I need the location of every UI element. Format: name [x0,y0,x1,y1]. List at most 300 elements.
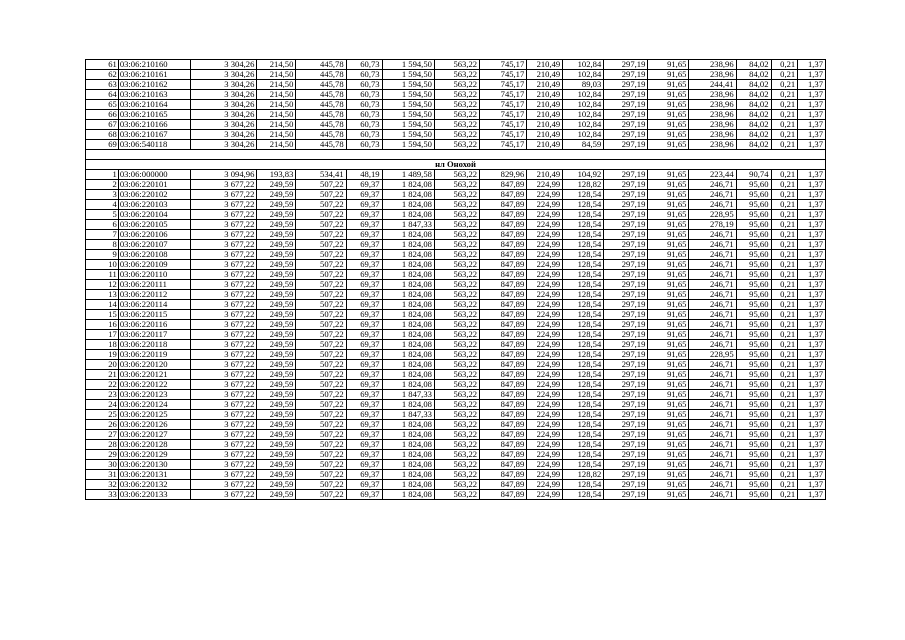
value-cell: 297,19 [604,289,648,299]
value-cell: 246,71 [689,319,736,329]
cadastral-code-cell: 03:06:220127 [118,429,190,439]
value-cell: 69,37 [346,199,382,209]
row-number-cell: 28 [86,439,119,449]
value-cell: 563,22 [434,279,479,289]
table-row [86,199,826,209]
value-cell: 847,89 [480,199,527,209]
value-cell: 102,84 [563,110,604,120]
value-cell: 69,37 [346,379,382,389]
value-cell: 95,60 [736,179,771,189]
value-cell: 91,65 [648,339,689,349]
value-cell: 0,21 [771,140,798,150]
value-cell: 91,65 [648,189,689,199]
section-title: нл Онохой [86,159,826,169]
value-cell: 1,37 [798,419,826,429]
value-cell: 1 824,08 [382,349,434,359]
value-cell: 1,37 [798,399,826,409]
value-cell: 1 594,50 [382,130,434,140]
value-cell: 507,22 [296,319,346,329]
value-cell: 128,54 [563,409,604,419]
value-cell: 246,71 [689,249,736,259]
value-cell: 84,02 [736,80,771,90]
value-cell: 224,99 [527,429,563,439]
cadastral-code-cell: 03:06:210166 [118,120,190,130]
value-cell: 102,84 [563,90,604,100]
value-cell: 238,96 [689,70,736,80]
value-cell: 224,99 [527,269,563,279]
value-cell: 214,50 [257,120,296,130]
value-cell: 69,37 [346,309,382,319]
value-cell: 246,71 [689,369,736,379]
value-cell: 249,59 [257,349,296,359]
value-cell: 249,59 [257,439,296,449]
table-row [86,169,826,179]
value-cell: 210,49 [527,130,563,140]
value-cell: 249,59 [257,189,296,199]
value-cell: 0,21 [771,130,798,140]
table-row [86,409,826,419]
value-cell: 297,19 [604,349,648,359]
table-body-bottom [86,169,826,499]
value-cell: 563,22 [434,369,479,379]
row-number-cell: 12 [86,279,119,289]
value-cell: 297,19 [604,179,648,189]
value-cell: 60,73 [346,80,382,90]
value-cell: 69,37 [346,189,382,199]
value-cell: 1,37 [798,349,826,359]
value-cell: 1 824,08 [382,459,434,469]
value-cell: 91,65 [648,359,689,369]
value-cell: 1 824,08 [382,469,434,479]
cadastral-code-cell: 03:06:540118 [118,140,190,150]
value-cell: 847,89 [480,469,527,479]
row-number-cell: 22 [86,379,119,389]
value-cell: 95,60 [736,409,771,419]
value-cell: 297,19 [604,100,648,110]
value-cell: 507,22 [296,189,346,199]
row-number-cell: 65 [86,100,119,110]
value-cell: 847,89 [480,219,527,229]
row-number-cell: 1 [86,169,119,179]
value-cell: 244,41 [689,80,736,90]
value-cell: 745,17 [480,110,527,120]
value-cell: 847,89 [480,179,527,189]
value-cell: 69,37 [346,179,382,189]
value-cell: 214,50 [257,60,296,70]
value-cell: 1,37 [798,229,826,239]
table-row [86,449,826,459]
value-cell: 563,22 [434,349,479,359]
value-cell: 745,17 [480,100,527,110]
value-cell: 102,84 [563,60,604,70]
cadastral-code-cell: 03:06:210167 [118,130,190,140]
value-cell: 91,65 [648,329,689,339]
value-cell: 0,21 [771,299,798,309]
row-number-cell: 5 [86,209,119,219]
value-cell: 0,21 [771,449,798,459]
value-cell: 224,99 [527,419,563,429]
value-cell: 224,99 [527,359,563,369]
value-cell: 0,21 [771,439,798,449]
value-cell: 1 824,08 [382,479,434,489]
value-cell: 507,22 [296,389,346,399]
value-cell: 563,22 [434,409,479,419]
row-number-cell: 27 [86,429,119,439]
value-cell: 297,19 [604,229,648,239]
value-cell: 238,96 [689,60,736,70]
value-cell: 128,54 [563,259,604,269]
value-cell: 128,54 [563,239,604,249]
value-cell: 91,65 [648,459,689,469]
value-cell: 210,49 [527,110,563,120]
value-cell: 1,37 [798,339,826,349]
row-number-cell: 24 [86,399,119,409]
value-cell: 563,22 [434,299,479,309]
value-cell: 1 824,08 [382,299,434,309]
value-cell: 246,71 [689,389,736,399]
value-cell: 0,21 [771,339,798,349]
value-cell: 847,89 [480,319,527,329]
table-row [86,389,826,399]
row-number-cell: 10 [86,259,119,269]
row-number-cell: 4 [86,199,119,209]
value-cell: 563,22 [434,389,479,399]
value-cell: 249,59 [257,319,296,329]
value-cell: 91,65 [648,209,689,219]
value-cell: 1 824,08 [382,369,434,379]
value-cell: 91,65 [648,110,689,120]
value-cell: 3 304,26 [190,60,257,70]
table-row [86,179,826,189]
value-cell: 507,22 [296,249,346,259]
value-cell: 128,54 [563,269,604,279]
value-cell: 847,89 [480,379,527,389]
value-cell: 563,22 [434,329,479,339]
value-cell: 246,71 [689,439,736,449]
table-row [86,429,826,439]
value-cell: 224,99 [527,249,563,259]
cadastral-code-cell: 03:06:220107 [118,239,190,249]
value-cell: 224,99 [527,349,563,359]
value-cell: 224,99 [527,319,563,329]
cadastral-code-cell: 03:06:220130 [118,459,190,469]
value-cell: 249,59 [257,249,296,259]
value-cell: 0,21 [771,249,798,259]
cadastral-code-cell: 03:06:220121 [118,369,190,379]
section-row [86,159,826,169]
value-cell: 246,71 [689,409,736,419]
value-cell: 48,19 [346,169,382,179]
value-cell: 95,60 [736,419,771,429]
value-cell: 3 677,22 [190,459,257,469]
value-cell: 3 677,22 [190,279,257,289]
value-cell: 0,21 [771,379,798,389]
value-cell: 507,22 [296,329,346,339]
value-cell: 91,65 [648,469,689,479]
value-cell: 224,99 [527,459,563,469]
value-cell: 563,22 [434,80,479,90]
value-cell: 249,59 [257,299,296,309]
value-cell: 95,60 [736,199,771,209]
value-cell: 224,99 [527,199,563,209]
value-cell: 60,73 [346,90,382,100]
value-cell: 445,78 [296,70,346,80]
value-cell: 847,89 [480,359,527,369]
value-cell: 210,49 [527,60,563,70]
value-cell: 563,22 [434,269,479,279]
value-cell: 297,19 [604,429,648,439]
value-cell: 563,22 [434,110,479,120]
value-cell: 95,60 [736,429,771,439]
value-cell: 1 824,08 [382,189,434,199]
value-cell: 95,60 [736,389,771,399]
value-cell: 297,19 [604,259,648,269]
row-number-cell: 62 [86,70,119,80]
value-cell: 95,60 [736,259,771,269]
table-row [86,269,826,279]
value-cell: 69,37 [346,249,382,259]
value-cell: 1 824,08 [382,379,434,389]
cadastral-code-cell: 03:06:220115 [118,309,190,319]
value-cell: 847,89 [480,459,527,469]
value-cell: 3 304,26 [190,100,257,110]
value-cell: 0,21 [771,329,798,339]
value-cell: 60,73 [346,140,382,150]
cadastral-code-cell: 03:06:220116 [118,319,190,329]
value-cell: 445,78 [296,110,346,120]
value-cell: 0,21 [771,80,798,90]
value-cell: 507,22 [296,459,346,469]
table-row [86,140,826,150]
value-cell: 246,71 [689,179,736,189]
value-cell: 69,37 [346,429,382,439]
value-cell: 0,21 [771,469,798,479]
value-cell: 829,96 [480,169,527,179]
value-cell: 1 824,08 [382,329,434,339]
value-cell: 249,59 [257,269,296,279]
value-cell: 95,60 [736,399,771,409]
value-cell: 847,89 [480,279,527,289]
value-cell: 3 677,22 [190,269,257,279]
value-cell: 297,19 [604,209,648,219]
value-cell: 1 824,08 [382,209,434,219]
value-cell: 1 824,08 [382,449,434,459]
value-cell: 0,21 [771,219,798,229]
value-cell: 95,60 [736,489,771,499]
value-cell: 1 847,33 [382,409,434,419]
table-row [86,439,826,449]
value-cell: 1 594,50 [382,120,434,130]
cadastral-code-cell: 03:06:220125 [118,409,190,419]
value-cell: 104,92 [563,169,604,179]
value-cell: 224,99 [527,179,563,189]
value-cell: 95,60 [736,299,771,309]
value-cell: 1 824,08 [382,429,434,439]
value-cell: 90,74 [736,169,771,179]
value-cell: 847,89 [480,289,527,299]
value-cell: 91,65 [648,319,689,329]
value-cell: 249,59 [257,359,296,369]
value-cell: 1 824,08 [382,229,434,239]
row-number-cell: 3 [86,189,119,199]
cadastral-code-cell: 03:06:220112 [118,289,190,299]
value-cell: 847,89 [480,229,527,239]
value-cell: 60,73 [346,110,382,120]
value-cell: 745,17 [480,120,527,130]
table-row [86,339,826,349]
value-cell: 95,60 [736,439,771,449]
value-cell: 95,60 [736,339,771,349]
value-cell: 745,17 [480,70,527,80]
value-cell: 84,02 [736,90,771,100]
value-cell: 745,17 [480,140,527,150]
value-cell: 297,19 [604,339,648,349]
row-number-cell: 25 [86,409,119,419]
value-cell: 1,37 [798,389,826,399]
value-cell: 1,37 [798,359,826,369]
value-cell: 249,59 [257,399,296,409]
value-cell: 224,99 [527,389,563,399]
value-cell: 69,37 [346,449,382,459]
value-cell: 69,37 [346,389,382,399]
value-cell: 69,37 [346,259,382,269]
value-cell: 507,22 [296,449,346,459]
value-cell: 249,59 [257,429,296,439]
value-cell: 847,89 [480,439,527,449]
value-cell: 0,21 [771,309,798,319]
value-cell: 0,21 [771,479,798,489]
value-cell: 91,65 [648,239,689,249]
value-cell: 445,78 [296,90,346,100]
value-cell: 563,22 [434,449,479,459]
value-cell: 224,99 [527,439,563,449]
value-cell: 1,37 [798,379,826,389]
value-cell: 128,54 [563,399,604,409]
cadastral-code-cell: 03:06:220133 [118,489,190,499]
table-row [86,489,826,499]
value-cell: 563,22 [434,419,479,429]
value-cell: 91,65 [648,309,689,319]
value-cell: 91,65 [648,449,689,459]
value-cell: 1,37 [798,219,826,229]
value-cell: 507,22 [296,479,346,489]
value-cell: 3 304,26 [190,140,257,150]
value-cell: 1,37 [798,90,826,100]
value-cell: 445,78 [296,130,346,140]
table-row [86,479,826,489]
value-cell: 1,37 [798,269,826,279]
value-cell: 847,89 [480,329,527,339]
value-cell: 91,65 [648,299,689,309]
value-cell: 224,99 [527,339,563,349]
value-cell: 1,37 [798,120,826,130]
value-cell: 3 677,22 [190,229,257,239]
value-cell: 228,95 [689,349,736,359]
value-cell: 69,37 [346,359,382,369]
value-cell: 246,71 [689,449,736,459]
table-row [86,309,826,319]
row-number-cell: 67 [86,120,119,130]
value-cell: 507,22 [296,379,346,389]
row-number-cell: 14 [86,299,119,309]
value-cell: 507,22 [296,409,346,419]
value-cell: 745,17 [480,90,527,100]
value-cell: 0,21 [771,289,798,299]
cadastral-code-cell: 03:06:220120 [118,359,190,369]
value-cell: 246,71 [689,339,736,349]
cadastral-code-cell: 03:06:210165 [118,110,190,120]
value-cell: 507,22 [296,489,346,499]
value-cell: 246,71 [689,229,736,239]
value-cell: 84,59 [563,140,604,150]
value-cell: 445,78 [296,120,346,130]
value-cell: 128,54 [563,449,604,459]
row-number-cell: 17 [86,329,119,339]
value-cell: 246,71 [689,419,736,429]
value-cell: 69,37 [346,459,382,469]
row-number-cell: 33 [86,489,119,499]
cadastral-code-cell: 03:06:220122 [118,379,190,389]
value-cell: 128,54 [563,489,604,499]
value-cell: 3 677,22 [190,389,257,399]
table-row [86,399,826,409]
value-cell: 534,41 [296,169,346,179]
value-cell: 297,19 [604,359,648,369]
value-cell: 847,89 [480,399,527,409]
value-cell: 128,54 [563,229,604,239]
value-cell: 128,54 [563,319,604,329]
value-cell: 224,99 [527,369,563,379]
value-cell: 95,60 [736,229,771,239]
value-cell: 3 677,22 [190,179,257,189]
value-cell: 297,19 [604,489,648,499]
value-cell: 445,78 [296,80,346,90]
value-cell: 1 824,08 [382,419,434,429]
value-cell: 297,19 [604,419,648,429]
value-cell: 507,22 [296,279,346,289]
value-cell: 128,54 [563,389,604,399]
value-cell: 249,59 [257,179,296,189]
value-cell: 297,19 [604,459,648,469]
table-row [86,329,826,339]
value-cell: 3 677,22 [190,309,257,319]
row-number-cell: 16 [86,319,119,329]
row-number-cell: 6 [86,219,119,229]
cadastral-code-cell: 03:06:220132 [118,479,190,489]
value-cell: 0,21 [771,229,798,239]
value-cell: 297,19 [604,239,648,249]
value-cell: 297,19 [604,439,648,449]
value-cell: 847,89 [480,409,527,419]
value-cell: 249,59 [257,379,296,389]
value-cell: 91,65 [648,369,689,379]
value-cell: 128,54 [563,309,604,319]
row-number-cell: 61 [86,60,119,70]
value-cell: 507,22 [296,209,346,219]
value-cell: 3 677,22 [190,479,257,489]
value-cell: 91,65 [648,169,689,179]
value-cell: 563,22 [434,90,479,100]
value-cell: 3 677,22 [190,289,257,299]
value-cell: 238,96 [689,140,736,150]
value-cell: 224,99 [527,189,563,199]
value-cell: 0,21 [771,209,798,219]
cadastral-code-cell: 03:06:220128 [118,439,190,449]
table-row [86,359,826,369]
value-cell: 84,02 [736,130,771,140]
value-cell: 563,22 [434,169,479,179]
value-cell: 297,19 [604,199,648,209]
